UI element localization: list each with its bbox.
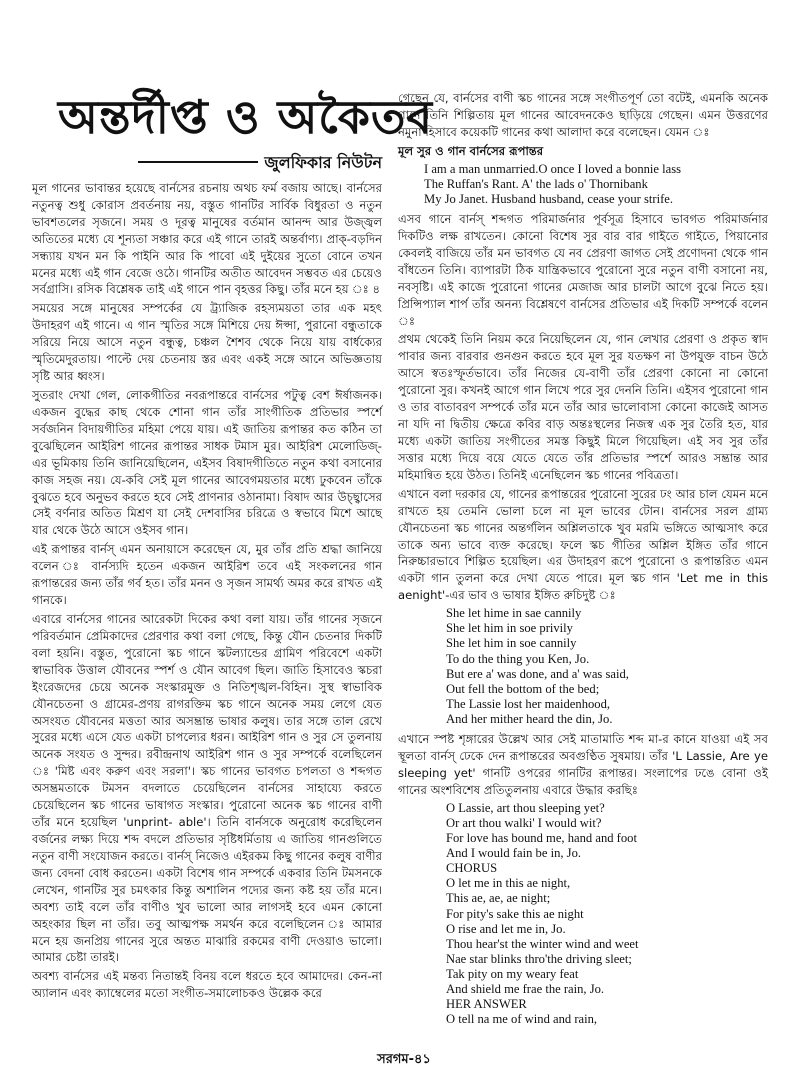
verse-line: She let hime in sae cannily bbox=[446, 606, 582, 621]
verse-line: She let him in soe cannily bbox=[446, 636, 577, 651]
verse-line: HER ANSWER bbox=[446, 997, 527, 1012]
song-verse-2 bbox=[398, 801, 768, 1028]
article-title: অন্তর্দীপ্ত ও অকৈতব bbox=[58, 90, 434, 144]
paragraph: অবশ্য বার্নসের এই মন্তব্য নিতান্তই বিনয় বলে ধরতে হবে আমাদের। কেন-না অ্যালান এবং ক্যাম্বেলের মতো সংগীত-সমালোচকও উল্লেক করে bbox=[32, 969, 382, 1001]
section-label: মূল সুর ও গান বার্নসের রূপান্তর bbox=[398, 143, 544, 158]
paragraph: সময়ের সঙ্গে মানুষের সম্পর্কের যে ট্র্যাজিক রহস্যময়তা তার এক মহৎ উদাহরণ এই গানে। এ গান স্মৃতির সঙ্গে মিশিয়ে দেয় ঈপ্সা, পুরানো বন্ধুতাকে সরিয়ে নিয়ে আসে নতুন বন্ধুত্ব, চঞ্চল শৈশব থেকে নিয়ে যায় বার্ধক্যের স্মৃতিমেদুরতায়। পাল্টে দেয় চেতনায় স্তর এবং একই সঙ্গে আনে অভিজ্ঞতায় সৃষ্টি আর ধ্বংস। bbox=[32, 301, 382, 384]
verse-line: And her mither heard the din, Jo. bbox=[446, 711, 613, 726]
verse-line: O Lassie, art thou sleeping yet? bbox=[446, 800, 605, 815]
verse-line: For love has bound me, hand and foot bbox=[446, 831, 637, 845]
paragraph: এসব গানে বার্নস্ শব্দগত পরিমার্জনার পূর্বসূত্র হিসাবে ভাবগত পরিমার্জনার দিকটিও লক্ষ রাখতেন। কোনো বিশেষ সুর বার বার গাইতে গাইতে, পিয়ানোর কেবলই বাজিয়ে তাঁর মন ভাবগত যে নব প্রেরণা জাগত সেই প্রণোদনা থেকে গান বাঁধতেন তিনি। ব্যাপারটা ঠিক যান্ত্রিকভাবে পুরোনো সুরে নতুন বাণী বসানো নয়, নবসৃষ্টি। এই কাজে পুরোনো গানের মেজাজ আর চালটা আগে বুঝে নিতে হয়। প্রিন্সিপ্যাল শার্প তাঁর অনন্য বিশ্লেষণে বার্নসের প্রতিভার এই দিকটি সম্পর্কে বলেন ঃ bbox=[398, 212, 768, 328]
song-list-1 bbox=[398, 162, 768, 207]
paragraph: এই রূপান্তর বার্নস্ এমন অনায়াসে করেছেন যে, মুর তাঁর প্রতি শ্রদ্ধা জানিয়ে বলেন ঃ বার্নস্যদি হতেন একজন আইরিশ তবে এই সংকলনের গান রূপান্তরের জন্য তাঁর গর্ব হত। তাঁর মনন ও সৃজন সামর্থ্য অমর করে রাখত এই গানকে। bbox=[32, 542, 382, 608]
verse-line: And shield me frae the rain, Jo. bbox=[446, 982, 605, 997]
paragraph: প্রথম থেকেই তিনি নিয়ম করে নিয়েছিলেন যে, গান লেখার প্রেরণা ও প্রকৃত স্বাদ পাবার জন্য বারবার গুনগুন করতে হবে মূল সুর যতক্ষণ না উপযুক্ত বাচন উঠে আসে স্বতঃস্ফূর্তভাবে। তাঁর নিজের যে-বাণী তাঁর প্রেরণা কোনো না কোনো পুরোনো সুর। কখনই আগে গান লিখে পরে সুর দেননি তিনি। এইসব পুরোনো গান ও তার বাতাবরণ সম্পর্কে তাঁর মনে তাঁর আর ভালোবাসা কোনো কাজেই আসত না যদি না দ্বিতীয় ক্ষেত্রে কবির বাড় অন্তঃস্থলের নিজস্ব এক সুর তৈরি হত, যার মধ্যে একটা জাতিয় সংগীতের সমস্ত কিছুই মিলে গিয়েছিল। এই সব সুর তাঁর সত্তার মধ্যে দিয়ে বয়ে যেতে যেতে তাঁর প্রতিভার স্পর্শে আরও সম্ভ্রান্ত আর মহিমান্বিত হয়ে উঠত। তিনিই এনেছিলেন স্কচ গানের পবিত্রতা। bbox=[398, 332, 768, 482]
song-line: My Jo Janet. Husband husband, cease your strife. bbox=[424, 191, 674, 206]
byline-row bbox=[32, 151, 382, 174]
paragraph: মূল গানের ভাবান্তর হয়েছে বার্নসের রচনায় অথচ ফর্ম বজায় আছে। বার্নসের নতুনত্ব শুধু কোরাস প্রবর্তনায় নয়, বস্তুত গানটির সার্বিক বিধুরতা ও নতুন ভাবশতলের সৃজনে। সময় ও দূরত্ব মানুষের বর্তমান আনন্দ আর উজ্জ্বল অতিতের মধ্যে যে শূন্যতা সঞ্চার করে এই গানে তারই অন্তর্বাণ্য। প্রাক্-বড়দিন সন্ধ্যায় যখন মন কি পাইনি আর কি পাবো এই দুইয়ের সুতো বোনে তখন মনের মধ্যে এই গান বেজে ওঠে। গানটির অতীত আবেদন সম্ভবত এর চেয়েও সর্বগ্রাসি। রসিক বিশ্লেষক তাই এই গানে পান বৃহত্তর কিছু। তাঁর মনে হয় ঃ ৪ bbox=[32, 180, 382, 297]
verse-line: Nae star blinks thro'the driving sleet; bbox=[446, 951, 632, 966]
verse-line: The Lassie lost her maidenhood, bbox=[446, 696, 611, 711]
verse-line: O let me in this ae night, bbox=[446, 876, 571, 891]
verse-line: CHORUS bbox=[446, 861, 498, 876]
verse-line: O rise and let me in, Jo. bbox=[446, 921, 566, 936]
verse-line: Tak pity on my weary feat bbox=[446, 966, 579, 981]
paragraph: এখানে বলা দরকার যে, গানের রূপান্তরের পুরোনো সুরের ঢং আর চাল যেমন মনে রাখতে হয় তেমনি ভোলা চলে না মূল ভাবের টোন। বার্নসের সরল গ্রাম্য যৌনচেতনা স্কচ গানের অন্তর্গলিন অশ্লিলতাকে খুব মরমি ভঙ্গিতে আত্মসাৎ করে তাকে অন্য ভাবে ব্যক্ত করেছে। ফলে স্কচ গীতির অশ্লিল ইঙ্গিত তাঁর গানে নিরুচ্চারভাবে শিল্পিত হয়েছিল। এর উদাহরণ রূপে পুরোনো ও রূপান্তরিত এমন একটা গান তুলনা করে দেখা যেতে পারে। মূল স্কচ গান 'Let me in this aenight'-এর ভাব ও ভাষার ইঙ্গিত রুচিদুষ্ট ঃ bbox=[398, 486, 768, 603]
verse-line: And I would fain be in, Jo. bbox=[446, 846, 582, 861]
song-verse-1 bbox=[398, 606, 768, 727]
left-column bbox=[32, 86, 434, 1036]
verse-line: Thou hear'st the winter wind and weet bbox=[446, 936, 639, 951]
verse-line: For pity's sake this ae night bbox=[446, 906, 584, 921]
verse-line: To do the thing you Ken, Jo. bbox=[446, 651, 590, 666]
song-line: I am a man unmarried.O once I loved a bonnie lass bbox=[424, 161, 682, 176]
verse-line: She let him in soe privily bbox=[446, 621, 573, 636]
song-line: The Ruffan's Rant. A' the lads o' Thornibank bbox=[424, 176, 648, 191]
verse-line: Or art thou walki' I would wit? bbox=[446, 815, 602, 830]
page-number: সরগম-৪১ bbox=[377, 1052, 431, 1067]
author-byline: জুলফিকার নিউটন bbox=[264, 152, 382, 172]
paragraph: এবারে বার্নসের গানের আরেকটা দিকের কথা বলা যায়। তাঁর গানের সৃজনে পরিবর্তমান প্রেমিকাদের প্রেরণার কথা বলা গেছে, কিন্তু যৌন চেতনার দিকটি বলা হয়নি। বস্তুত, পুরোনো স্কচ গানে স্কটল্যান্ডের গ্রামিণ পরিবেশে একটা স্বাভাবিক উত্তাল যৌবনের স্পর্শ ও যৌন আবেগ ছিল। জাতি হিসাবেও স্কচরা ইংরেজদের চেয়ে অনেক সংস্কারমুক্ত ও নিতিশৃঙ্খল-বিহিন। সুস্থ স্বাভাবিক যৌনচেতনা ও গ্রামের-প্রণয় রাগরক্তিম স্কচ গানে অনেক সময় লেগে যেত অসংযত যৌবনের মত্ততা আর অসম্ভ্রান্ত ভাষার কলুষ। তার সঙ্গে তাল রেখে সুরের মধ্যে এসে যেত একটা চাপল্যের ধরন। আইরিশ গান ও সুর সে তুলনায় অনেক সংযত ও সুন্দর। রবীন্দ্রনাথ আইরিশ গান ও সুর সম্পর্কে বলেছিলেন ঃ 'মিষ্ট এবং করুণ এবং সরলা'। স্কচ গানের ভাবগত চপলতা ও শব্দগত অসম্ভ্রমতাকে টমসন বদলাতে চেয়েছিলেন বার্নসের সাহায্যে করতে চেয়েছিলেন স্কচ গানের ভাষাগত সংস্কার। পুরোনো অনেক স্কচ গানের বাণী তাঁর মনে হয়েছিল 'unprint- able'। তিনি বার্নসকে অনুরোধ করেছিলেন বর্জনের লক্ষ্য দিয়ে শব্দ বদলে প্রতিভার সৃষ্টিধর্মিতায় এ জাতিয় গানগুলিতে নতুন বাণী সংযোজন করতে। বার্নস্ নিজেও এইরকম কিছু গানের কলুষ বাণীর জন্য বেদনা বোধ করতেন। একটা বিশেষ গান সম্পর্কে একবার তিনি টমসনকে লেখেন, গানটির সুর চমৎকার কিন্তু অশালিন পদ্যের জন্য কষ্ট হয় তাঁর মনে। অবশ্য তাই বলে তাঁর বাণীও খুব ভালো আর লাগসই হবে এমন কোনো অহংকার ছিল না তাঁর। তবু আত্মপক্ষ সমর্থন করে বলেছিলেন ঃ আমার মনে হয় জনপ্রিয় গানের সুরে অন্তত মাঝারি রকমের বাণী দেওয়াও ভালো। আমার চেষ্টা তারই। bbox=[32, 612, 382, 965]
verse-line: This ae, ae, ae night; bbox=[446, 891, 551, 906]
paragraph: এখানে স্পষ্ট শৃঙ্গারের উল্লেখ আর সেই মাতামাতি শব্দ মা-র কানে যাওয়া এই সব স্থূলতা বার্নস্ ঢেকে দেন রূপান্তরের অবগুণ্ঠিত সুষমায়। তাঁর 'L Lassie, Are ye sleeping yet' গানটি ওপরের গানটির রূপান্তর। সংলাপের ঢঙে বোনা ওই গানের অংশবিশেষ প্রতিতুলনায় এবারে উদ্ধার করছিঃ bbox=[398, 732, 768, 797]
verse-line: But ere a' was done, and a' was said, bbox=[446, 666, 629, 681]
paragraph: গেছেন যে, বার্নসের বাণী স্কচ গানের সঙ্গে সংগীতপূর্ণ তো বটেই, এমনকি অনেক গানে তিনি শিল্পিতায় মূল গানের আবেদনকেও ছাড়িয়ে গেছেন। এমন উত্তরণের নমুনা হিসাবে কয়েকটি গানের কথা আলাদা করে বলেছেন। যেমন ঃ bbox=[398, 91, 768, 139]
verse-line: Out fell the bottom of the bed; bbox=[446, 681, 600, 696]
paragraph: সুতরাং দেখা গেল, লোকগীতির নবরূপান্তরে বার্নসের পটুত্ব বেশ ঈর্ষাজনক। একজন বুদ্ধের কাছ থেকে শোনা গান তাঁর সাংগীতিক প্রতিভার স্পর্শে সর্বজনিন বিদায়গীতির মহিমা পেয়ে যায়। এই জাতিয় রূপান্তর কত কঠিন তা বুঝেছিলেন আইরিশ গানের রূপান্তর সাধক টমাস মুর। আইরিশ মেলোডিজ্-এর ভূমিকায় তিনি জানিয়েছিলেন, এইসব বিষাদগীতিতে নতুন কথা বসানোর কাজ সহজ নয়। যে-কবি সেই মূল গানের আবেগময়তার মধ্যে ঢুকবেন তাঁকে বুঝতে হবে অনুভব করতে হবে সেই প্রাণনার ওঠানামা। বিষাদ আর উচ্ছ্বাসের সেই বর্ণনার অতিত মিশ্রণ যা সেই দেশবাসির চরিত্রে ও স্বভাবে মিশে আছে যার থেকে উঠে আসে ওইসব গান। bbox=[32, 388, 382, 538]
byline-rule bbox=[138, 161, 258, 163]
verse-line: O tell na me of wind and rain, bbox=[446, 1012, 598, 1027]
right-column bbox=[398, 90, 768, 1040]
